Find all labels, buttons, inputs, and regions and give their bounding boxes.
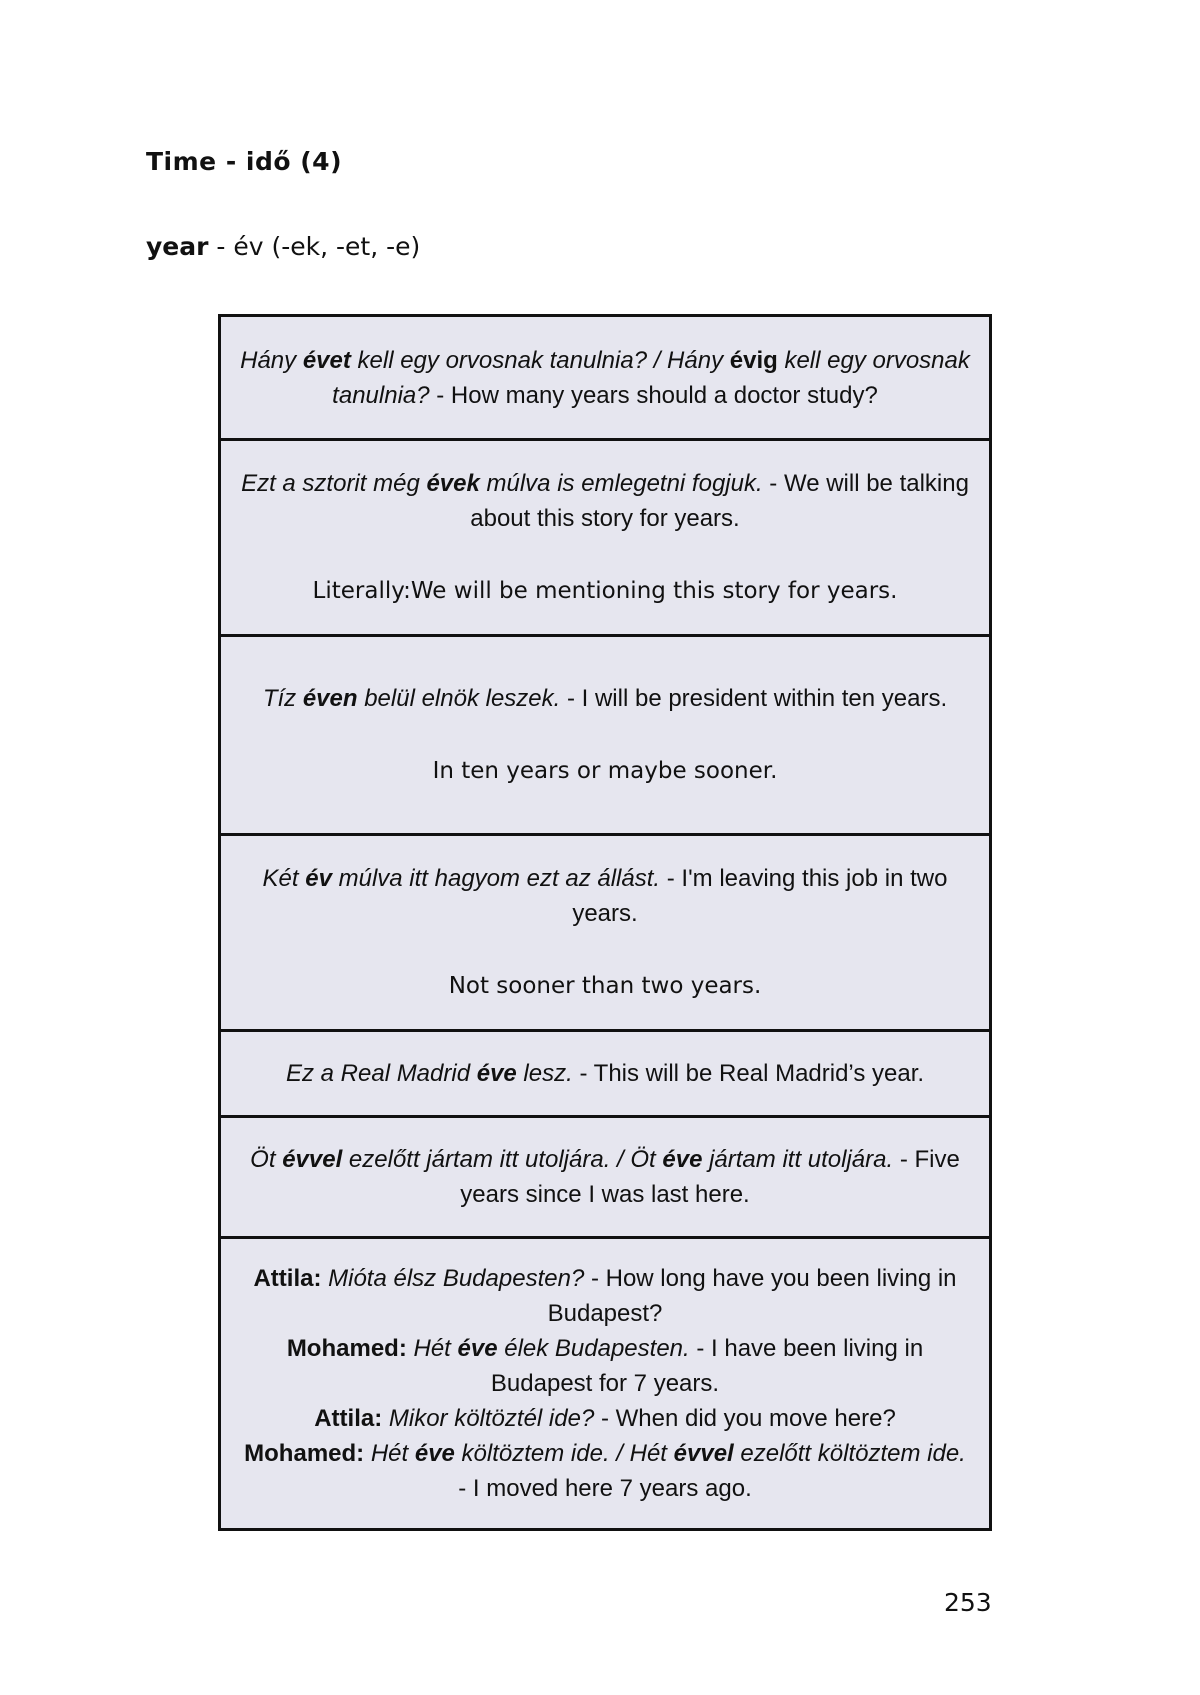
table-row xyxy=(221,1029,989,1115)
vocab-english: year xyxy=(146,232,209,261)
example-sentence: Ez a Real Madrid éve lesz. - This will be Real Madrid’s year. xyxy=(285,1060,925,1087)
page-title: Time - idő (4) xyxy=(146,147,343,176)
table-row xyxy=(221,1236,989,1528)
example-sentence: Tíz éven belül elnök leszek. - I will be president within ten years. xyxy=(262,685,948,712)
table-row xyxy=(221,634,989,833)
literal-note: Literally:We will be mentioning this story for years. xyxy=(312,578,898,604)
page-number: 253 xyxy=(944,1588,992,1617)
vocab-hungarian: év (-ek, -et, -e) xyxy=(233,232,421,261)
table-row xyxy=(221,317,989,438)
vocab-line xyxy=(146,232,420,261)
example-sentence: Hány évet kell egy orvosnak tanulnia? / Hány évig kell egy orvosnak tanulnia? - How many years should a doctor study? xyxy=(240,346,970,409)
table-row xyxy=(221,833,989,1029)
table-row xyxy=(221,438,989,634)
literal-note: Not sooner than two years. xyxy=(448,973,762,999)
example-table xyxy=(218,314,992,1531)
table-row xyxy=(221,1115,989,1236)
example-sentence: Attila: Mióta élsz Budapesten? - How long have you been living in Budapest? Mohamed: Hét éve élek Budapesten. - I have been living in Budapest for 7 years. Attila: Mikor költöztél ide? - When did you move here? Mohamed: Hét éve költöztem ide. / Hét évvel ezelőtt költöztem ide. - I moved here 7 years ago. xyxy=(244,1265,966,1502)
example-sentence: Öt évvel ezelőtt jártam itt utoljára. / Öt éve jártam itt utoljára. - Five years since I was last here. xyxy=(250,1146,960,1208)
example-sentence: Ezt a sztorit még évek múlva is emlegetni fogjuk. - We will be talking about this story for years. xyxy=(241,470,969,532)
literal-note: In ten years or maybe sooner. xyxy=(432,758,778,784)
example-sentence: Két év múlva itt hagyom ezt az állást. - I'm leaving this job in two years. xyxy=(262,865,948,927)
vocab-separator: - xyxy=(208,232,234,261)
